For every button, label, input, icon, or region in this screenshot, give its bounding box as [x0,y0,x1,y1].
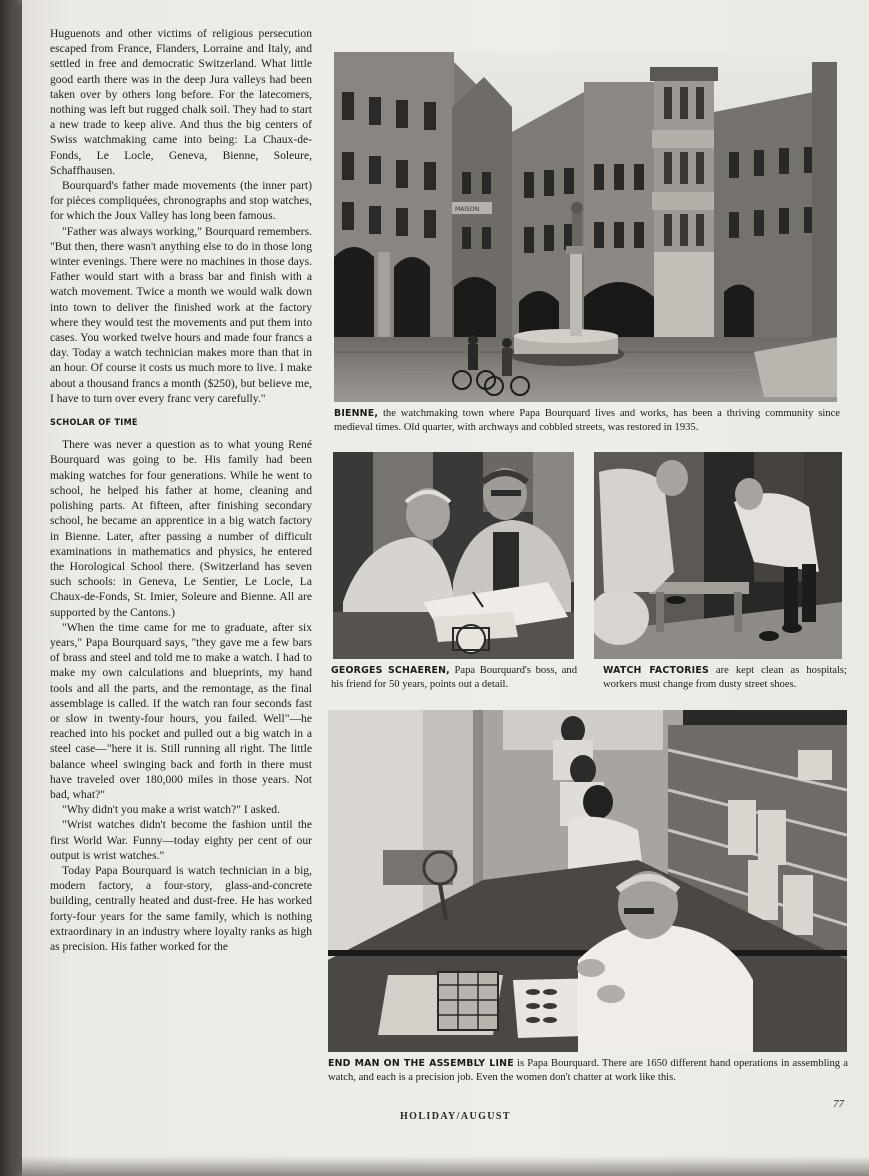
bienne-town-photo [334,52,837,402]
caption-text: are kept clean as hospitals; workers must change from dusty street shoes. [603,665,847,690]
section-subhead: SCHOLAR OF TIME [50,418,138,429]
article-paragraph: "Why didn't you make a wrist watch?" I asked. [62,803,280,817]
page-number: 77 [833,1098,844,1110]
facing-page-edge [0,0,22,1176]
schaeren-photo-caption [331,664,577,692]
article-paragraph: There was never a question as to what young René Bourquard was going to be. His family had been making watches for four generations. While he went to school, he helped his father at home, cleaning and polishing parts. At fifteen, after finishing secondary school, he became an apprentice in a big watch factory in Bienne. Later, after passing a number of difficult examinations in mathematics and physics, he entered the Horological School there. (Switzerland has seven such schools: in Geneva, Le Sentier, Le Locle, La Chaux-de-Fonds, St. Imier, Soleure and Bienne. All are supported by the Cantons.) [50,438,312,619]
caption-lead: WATCH FACTORIES [603,665,709,676]
article-paragraph: Bourquard's father made movements (the inner part) for pièces compliquées, chronographs and stop watches, for which the Joux Valley has long been famous. [50,179,312,223]
caption-lead: BIENNE, [334,408,379,419]
building-sign-text: MAISON [455,206,480,213]
page-bottom-shadow [22,1156,869,1176]
watch-factories-photo [594,452,842,659]
article-text-column [50,26,312,954]
article-paragraph: Huguenots and other victims of religious persecution escaped from France, Flanders, Lorraine and Italy, and settled in free and democratic Switzerland. What little good earth there was in the deep Jura valleys had been taken over by others long before. For the latecomers, nothing was left but rugged chalk soil. They had to start a new trade to keep alive. And thus the big centers of Swiss watchmaking came into being: La Chaux-de-Fonds, Le Locle, Geneva, Bienne, Soleure, Schaffhausen. [50,27,312,177]
caption-text: is Papa Bourquard. There are 1650 different hand operations in assembling a watch, and each is a precision job. Even the women don't chatter at work like this. [328,1058,848,1083]
article-paragraph: Today Papa Bourquard is watch technician in a big, modern factory, a four-story, glass-and-concrete building, centrally heated and dust-free. He has worked forty-four years for the same family, which is nothing extraordinary in an industry where loyalty ranks as high as precision. His father worked for the [50,863,312,953]
caption-lead: END MAN ON THE ASSEMBLY LINE [328,1058,514,1069]
caption-text: Papa Bourquard's boss, and his friend for 50 years, points out a detail. [331,665,577,690]
article-paragraph: "Wrist watches didn't become the fashion until the first World War. Funny—today eighty per cent of our output is wrist watches." [50,818,312,862]
assembly-line-photo-caption [328,1057,848,1085]
bienne-photo-caption [334,407,840,435]
article-paragraph: "When the time came for me to graduate, after six years," Papa Bourquard says, "they gave me a few bars of brass and steel and told me to make a watch. I had to make my own calculations and blueprints, my hand tools and all the parts, and the remontage, as the final assemblage is called. If the watch ran four seconds fast or slow in twenty-four hours, you failed. Well"—he reached into his pocket and pulled out a big watch in a steel case—"here it is. Still running all right. The little balance wheel swinging back and forth in there must have traveled over 180,000 miles in those years. Not bad, what?" [50,620,312,801]
caption-lead: GEORGES SCHAEREN, [331,665,450,676]
assembly-line-photo [328,710,847,1052]
caption-text: the watchmaking town where Papa Bourquard lives and works, has been a thriving community since medieval times. Old quarter, with archways and cobbled streets, was restored in 1935. [334,408,840,433]
schaeren-photo [333,452,574,659]
magazine-folio: HOLIDAY/AUGUST [400,1111,511,1122]
watch-factories-photo-caption [603,664,847,692]
article-paragraph: "Father was always working," Bourquard remembers. "But then, there wasn't anything else to do in those long winter evenings. There were no machines in those days. Father would start with a brass bar and finish with a watch movement. Twice a month we would walk down into town to deliver the finished work at the factory where they would test the movements and put them into cases. You worked twelve hours and made four francs a day. Today a watch technician makes more than that in an hour. Of course it costs us much more to live. I make about a thousand francs a month ($250), but believe me, I have to turn over every franc very carefully." [50,224,312,405]
